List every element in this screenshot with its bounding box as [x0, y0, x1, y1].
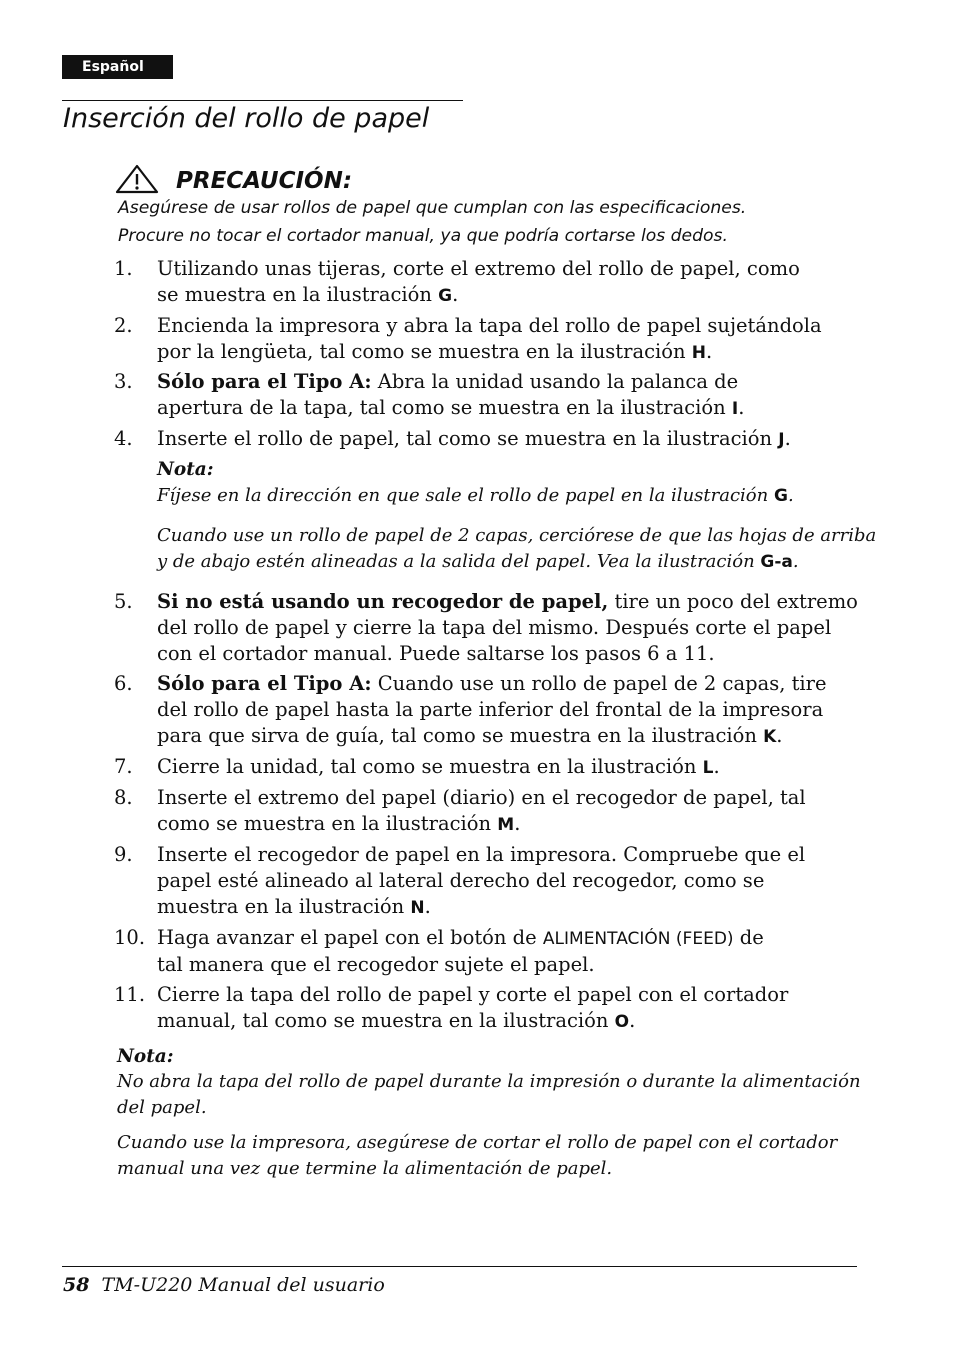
footer — [63, 1272, 385, 1298]
step-button-name: ALIMENTACIÓN (FEED) — [542, 929, 734, 949]
step-text: Utilizando unas tijeras, corte el extremo del rollo de papel, como se muestra en la ilustración G. — [157, 257, 800, 306]
step4-note-heading: Nota: — [157, 459, 214, 480]
note-paragraph: Cuando use un rollo de papel de 2 capas, cerciórese de que las hojas de arriba y de abajo estén alineadas a la salida del papel. Vea la ilustración G-a. — [157, 525, 877, 572]
figure-reference: I — [731, 399, 739, 419]
step-number: 2. — [114, 314, 133, 337]
manual-title: TM-U220 Manual del usuario — [101, 1274, 385, 1296]
figure-reference: J — [778, 430, 785, 450]
step-text: Haga avanzar el papel con el botón de ALIMENTACIÓN (FEED) de tal manera que el recogedor sujete el papel. — [157, 926, 764, 976]
figure-reference: L — [702, 758, 714, 778]
step-text: Inserte el extremo del papel (diario) en el recogedor de papel, tal como se muestra en la ilustración M. — [157, 786, 806, 835]
step-number: 1. — [114, 257, 133, 280]
step-number: 8. — [114, 786, 133, 809]
step-text: Si no está usando un recogedor de papel, tire un poco del extremo del rollo de papel y cierre la tapa del mismo. Después corte el papel con el cortador manual. Puede saltarse los pasos 6 a 11. — [157, 590, 858, 665]
step-number: 3. — [114, 370, 133, 393]
note-paragraph: Fíjese en la dirección en que sale el rollo de papel en la ilustración G. — [157, 485, 794, 506]
figure-reference: G — [773, 486, 788, 506]
step-text: Inserte el rollo de papel, tal como se muestra en la ilustración J. — [157, 427, 791, 450]
step-bold: Sólo para el Tipo A: — [157, 672, 372, 695]
figure-reference: M — [497, 815, 515, 835]
footer-rule — [62, 1266, 857, 1267]
note-paragraph: No abra la tapa del rollo de papel durante la impresión o durante la alimentación del papel. — [117, 1071, 861, 1118]
note-paragraph: Cuando use la impresora, asegúrese de cortar el rollo de papel con el cortador manual una vez que termine la alimentación de papel. — [117, 1132, 838, 1179]
language-tab: Español — [62, 55, 173, 79]
section-title: Inserción del rollo de papel — [63, 103, 430, 134]
figure-reference: O — [614, 1012, 630, 1032]
step-text: Encienda la impresora y abra la tapa del rollo de papel sujetándola por la lengüeta, tal como se muestra en la ilustración H. — [157, 314, 822, 363]
final-note-heading: Nota: — [117, 1046, 174, 1067]
caution-line-1: Asegúrese de usar rollos de papel que cumplan con las especificaciones. — [118, 198, 747, 218]
figure-reference: G-a — [760, 552, 793, 572]
step-bold: Sólo para el Tipo A: — [157, 370, 372, 393]
step-text: Inserte el recogedor de papel en la impresora. Compruebe que el papel esté alineado al lateral derecho del recogedor, como se muestra en la ilustración N. — [157, 843, 806, 918]
step-bold: Si no está usando un recogedor de papel, — [157, 590, 609, 613]
figure-reference: K — [763, 727, 777, 747]
warning-triangle-icon — [115, 164, 159, 194]
step-number: 11. — [114, 983, 146, 1006]
step-number: 4. — [114, 427, 133, 450]
figure-reference: G — [438, 286, 453, 306]
caution-line-2: Procure no tocar el cortador manual, ya que podría cortarse los dedos. — [118, 226, 728, 246]
step-number: 6. — [114, 672, 133, 695]
step-number: 10. — [114, 926, 146, 949]
step-text: Cierre la unidad, tal como se muestra en la ilustración L. — [157, 755, 720, 778]
figure-reference: H — [691, 343, 706, 363]
caution-heading: PRECAUCIÓN: — [176, 168, 353, 194]
step-text: Sólo para el Tipo A: Cuando use un rollo de papel de 2 capas, tire del rollo de papel hasta la parte inferior del frontal de la impresora para que sirva de guía, tal como se muestra en la ilustración K. — [157, 672, 827, 747]
page-number: 58 — [63, 1274, 90, 1296]
step-number: 7. — [114, 755, 133, 778]
figure-reference: N — [410, 898, 425, 918]
title-rule — [62, 100, 463, 101]
step-number: 5. — [114, 590, 133, 613]
step-text: Sólo para el Tipo A: Abra la unidad usando la palanca de apertura de la tapa, tal como se muestra en la ilustración I. — [157, 370, 745, 419]
step-text: Cierre la tapa del rollo de papel y corte el papel con el cortador manual, tal como se muestra en la ilustración O. — [157, 983, 789, 1032]
step-number: 9. — [114, 843, 133, 866]
